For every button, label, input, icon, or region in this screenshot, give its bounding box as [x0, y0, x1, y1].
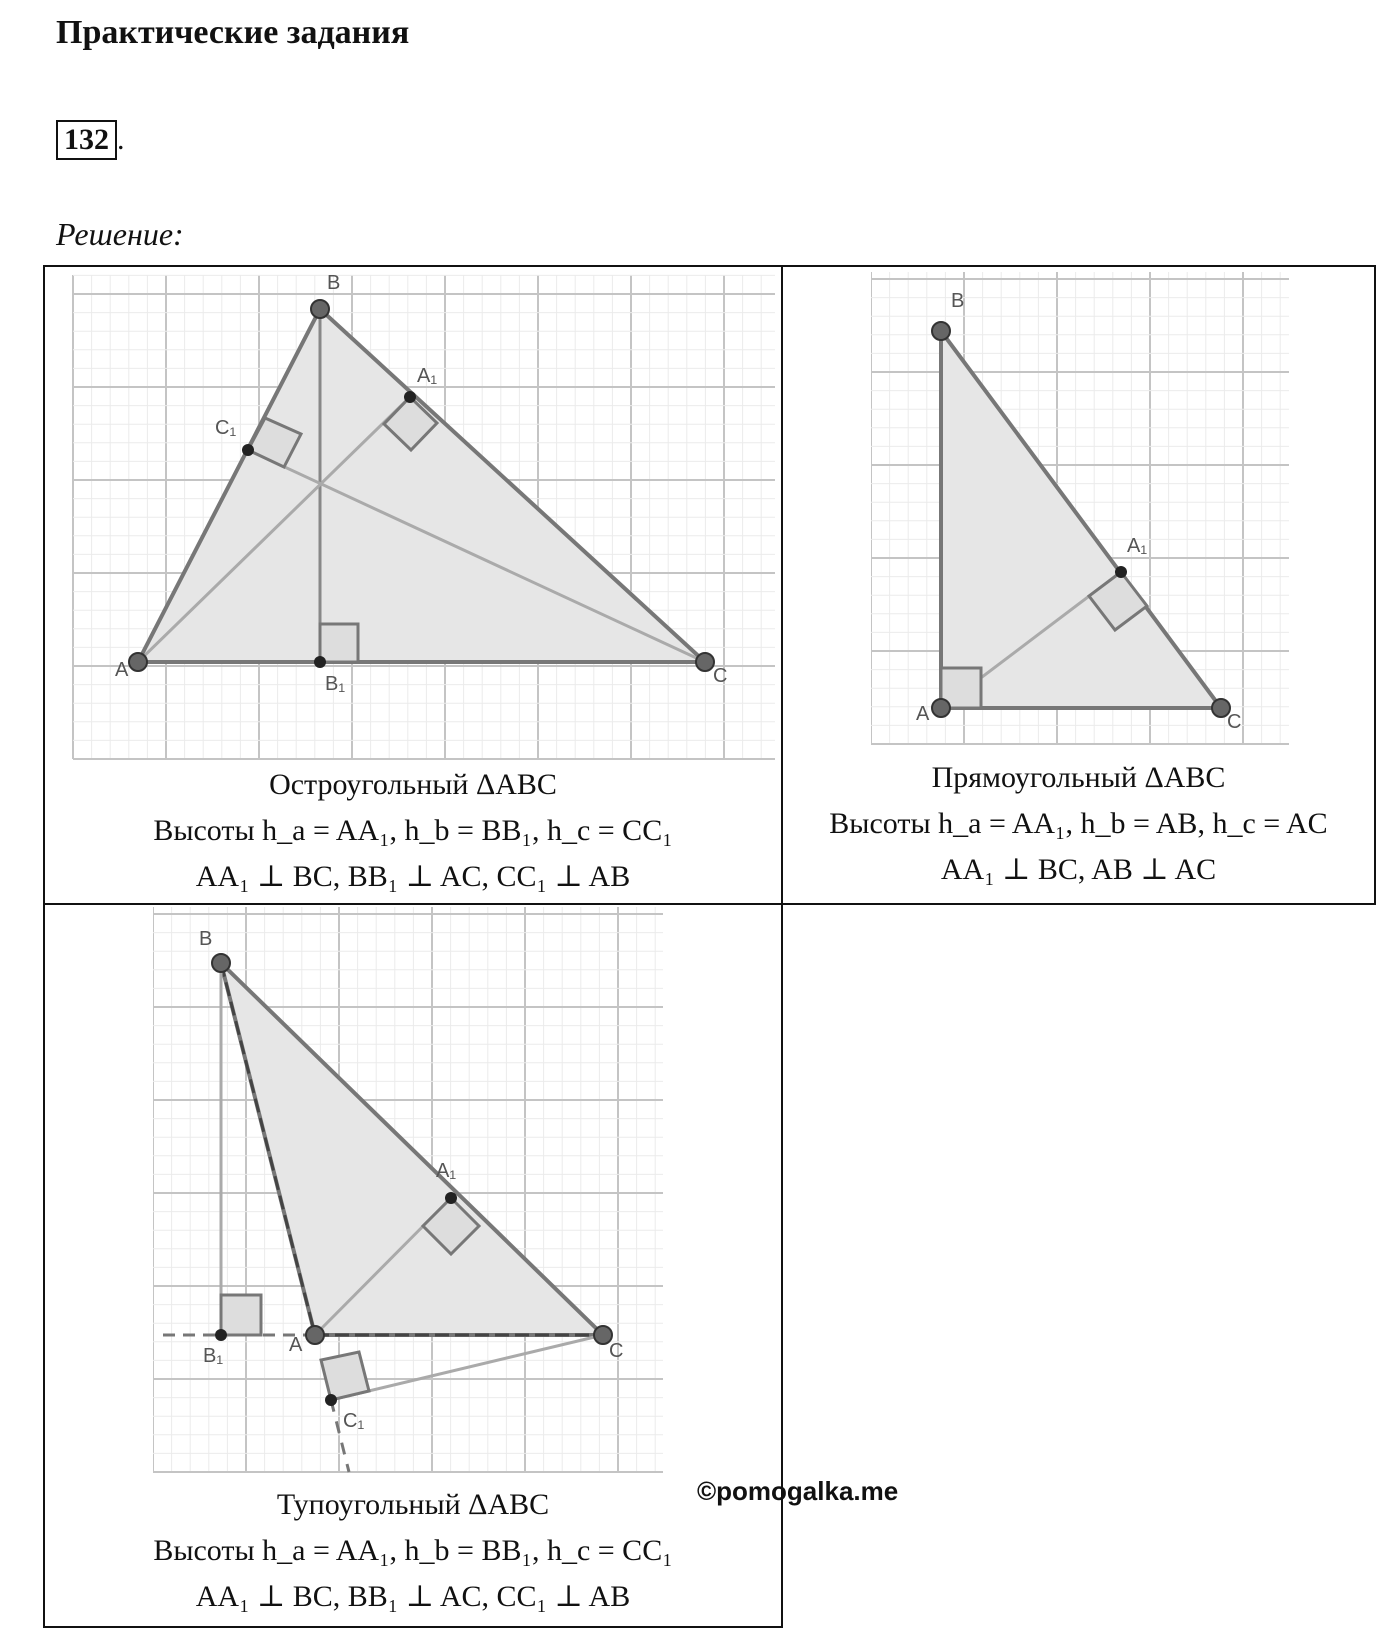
task-number-dot: .: [117, 123, 125, 156]
vertex-b: [212, 954, 230, 972]
vertex-b: [311, 300, 329, 318]
caption-perp: AA₁ ⊥ BC, BB₁ ⊥ AC, CC₁ ⊥ AB: [195, 1580, 631, 1613]
vertex-a: [932, 699, 950, 717]
vertex-c: [696, 653, 714, 671]
task-number: [56, 120, 125, 160]
label-c: C: [609, 1340, 624, 1362]
vertex-a: [306, 1326, 324, 1344]
figure-right-cell: [781, 265, 1376, 905]
triangle-acute-fill: [138, 309, 705, 662]
section-title: Практические задания: [56, 14, 410, 51]
label-a: A: [289, 1334, 303, 1356]
figure-obtuse-diagram: [153, 907, 673, 1482]
label-a1: A₁: [436, 1160, 457, 1182]
figure-right-diagram: [871, 272, 1301, 752]
point-a1: [404, 391, 416, 403]
label-c1: C₁: [343, 1410, 365, 1432]
caption-heights: Высоты h_a = AA₁, h_b = AB, h_c = AC: [829, 807, 1328, 840]
caption-perp: AA₁ ⊥ BC, AB ⊥ AC: [940, 853, 1217, 886]
caption-type: Прямоугольный ΔABC: [931, 761, 1226, 794]
caption-perp: AA₁ ⊥ BC, BB₁ ⊥ AC, CC₁ ⊥ AB: [195, 860, 631, 893]
label-a: A: [115, 659, 129, 681]
point-b1: [314, 656, 326, 668]
label-b1: B₁: [203, 1345, 224, 1367]
vertex-b: [932, 322, 950, 340]
figure-acute-diagram: [55, 272, 775, 762]
figure-obtuse-caption: [45, 1482, 781, 1620]
point-a1: [445, 1192, 457, 1204]
label-a: A: [916, 703, 930, 725]
label-b: B: [199, 928, 213, 950]
watermark: ©pomogalka.me: [697, 1476, 899, 1506]
label-a1: A₁: [417, 365, 438, 387]
label-b: B: [327, 272, 341, 294]
point-b1: [215, 1329, 227, 1341]
label-b: B: [951, 290, 965, 312]
point-a1: [1115, 566, 1127, 578]
triangle-obtuse-fill: [221, 963, 603, 1335]
vertex-a: [129, 653, 147, 671]
label-a1: A₁: [1127, 535, 1148, 557]
figure-right-caption: [783, 755, 1374, 893]
figure-acute-caption: [45, 762, 781, 900]
caption-type: Остроугольный ΔABC: [269, 768, 557, 801]
label-b1: B₁: [325, 673, 346, 695]
solution-label: Решение:: [56, 216, 184, 252]
caption-heights: Высоты h_a = AA₁, h_b = BB₁, h_c = CC₁: [153, 814, 673, 847]
caption-heights: Высоты h_a = AA₁, h_b = BB₁, h_c = CC₁: [153, 1534, 673, 1567]
figure-acute-cell: [43, 265, 783, 905]
point-c1: [325, 1394, 337, 1406]
right-angle-b1: [221, 1295, 261, 1335]
label-c1: C₁: [215, 417, 237, 439]
label-c: C: [713, 665, 728, 687]
caption-type: Тупоугольный ΔABC: [276, 1488, 550, 1521]
figure-obtuse-cell: [43, 903, 783, 1628]
right-angle-c1: [321, 1352, 369, 1400]
triangle-right-fill: [941, 331, 1221, 708]
label-c: C: [1227, 711, 1242, 733]
point-c1: [242, 444, 254, 456]
right-angle-b1: [320, 624, 358, 662]
task-number-box: 132: [56, 120, 117, 160]
